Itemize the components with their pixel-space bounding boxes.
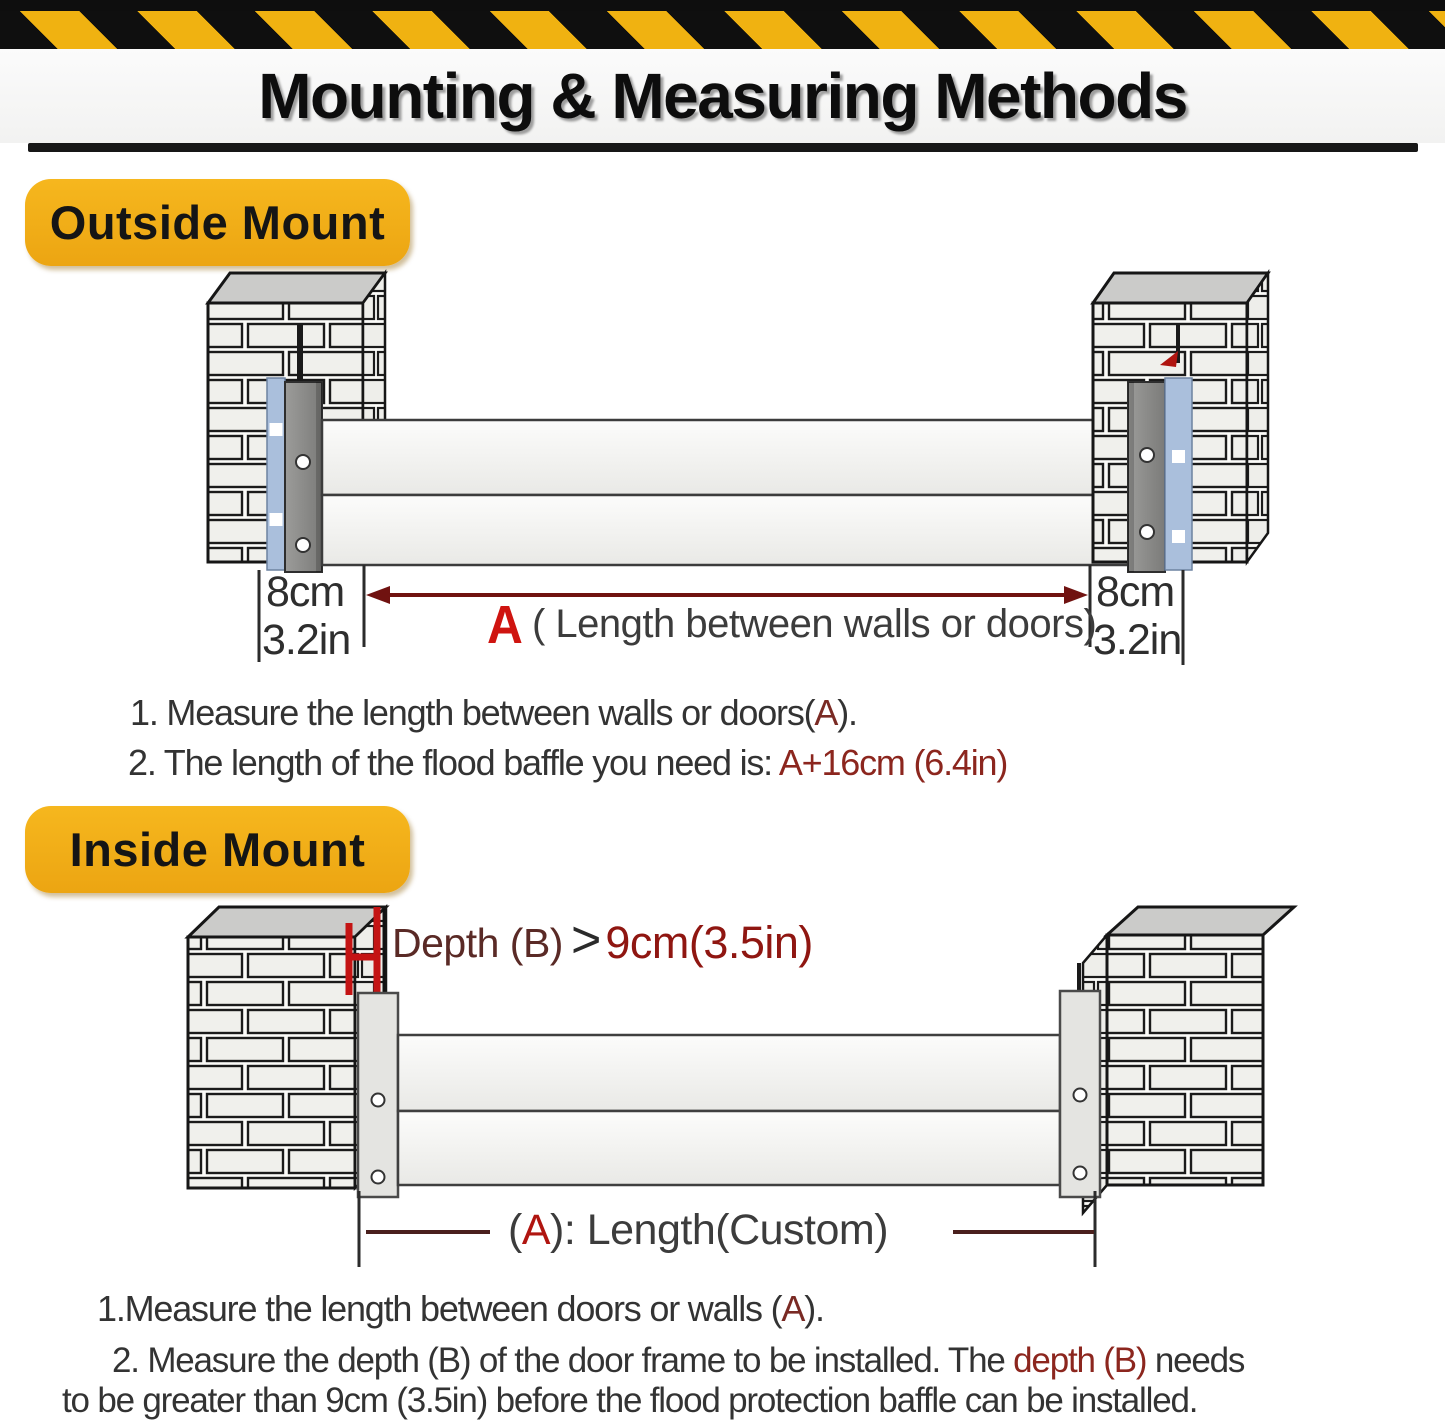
header-divider-bar	[28, 143, 1418, 152]
left-overlap-in-label: 3.2in	[262, 616, 351, 664]
length-a-letter: A	[487, 595, 523, 655]
flood-barrier	[322, 420, 1128, 565]
inside-mount-badge-label: Inside Mount	[69, 823, 366, 876]
inside-right-pillar	[1083, 907, 1294, 1213]
inside-left-pillar	[188, 907, 386, 1188]
inside-flood-barrier	[398, 1035, 1060, 1185]
left-overlap-cm-label: 8cm	[266, 568, 345, 616]
left-seal-strip	[267, 378, 285, 570]
right-seal-strip	[1165, 378, 1192, 570]
greater-than-sign: >	[570, 911, 602, 969]
right-overlap-cm-label: 8cm	[1096, 568, 1175, 616]
inside-right-channel	[1060, 991, 1100, 1197]
length-a-caption: ( Length between walls or doors)	[532, 602, 1097, 646]
outside-mount-badge-label: Outside Mount	[49, 196, 386, 249]
inside-step-1: 1.Measure the length between doors or walls (A).	[97, 1288, 824, 1329]
outside-step-1: 1. Measure the length between walls or doors(A).	[130, 692, 857, 733]
depth-b-label: Depth (B) > 9cm(3.5in)	[392, 911, 813, 969]
inside-mount-badge	[25, 806, 410, 893]
outside-mount-badge	[25, 179, 410, 266]
outside-step-2: 2. The length of the flood baffle you need is: A+16cm (6.4in)	[128, 742, 1008, 783]
right-overlap-in-label: 3.2in	[1093, 616, 1182, 664]
inside-left-channel	[358, 993, 398, 1197]
right-mounting-channel	[1128, 382, 1165, 572]
header-top-strip	[0, 0, 1445, 11]
page-title: Mounting & Measuring Methods	[258, 60, 1187, 132]
inside-length-label: (A): Length(Custom)	[508, 1206, 889, 1254]
hazard-tape-icon	[0, 11, 1445, 49]
title-band	[0, 49, 1445, 143]
left-mounting-channel	[285, 382, 322, 572]
inside-step-2-continued: to be greater than 9cm (3.5in) before the flood protection baffle can be installed.	[62, 1381, 1198, 1420]
inside-step-2: 2. Measure the depth (B) of the door frame to be installed. The depth (B) needs	[112, 1341, 1245, 1380]
